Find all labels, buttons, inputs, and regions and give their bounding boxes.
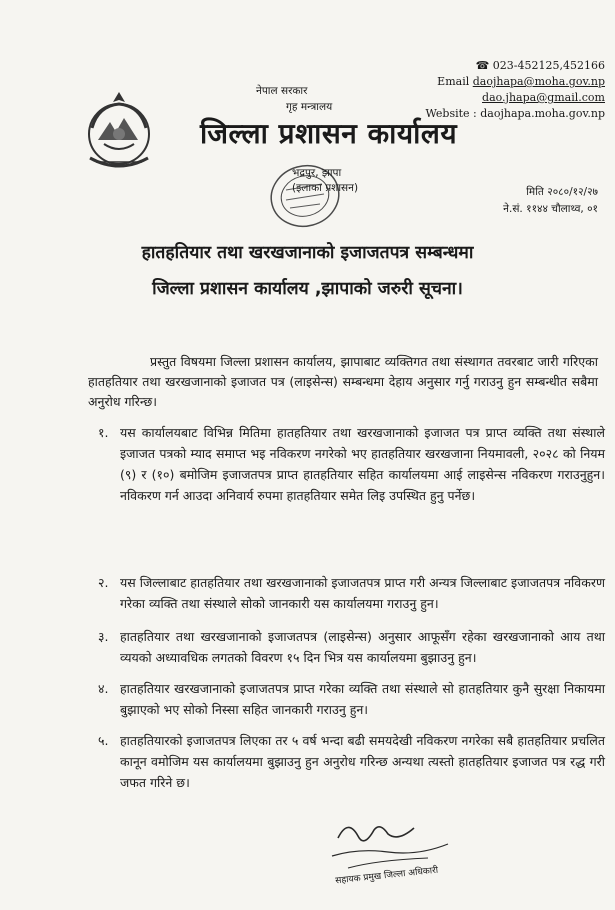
- email-line: [400, 74, 605, 90]
- item-text: हातहतियारको इजाजतपत्र लिएका तर ५ वर्ष भन्दा बढी समयदेखी नविकरण नगरेका सबै हातहतियार प्रचलित कानून वमोजिम यस कार्यालयमा बुझाउनु हुन अनुरोध गरिन्छ अन्यथा त्यस्तो हातहतियार इजाजत पत्र रद्ध गरी जफत गरिने छ।: [120, 733, 605, 790]
- item-text: हातहतियार खरखजानाको इजाजतपत्र प्राप्त गरेका व्यक्ति तथा संस्थाले सो हातहतियार कुनै सुरक्षा निकायमा बुझाएको भए सोको निस्सा सहित जानकारी गराउनु हुन।: [120, 681, 605, 717]
- email-primary[interactable]: daojhapa@moha.gov.np: [472, 75, 605, 88]
- item-number: ४.: [98, 681, 109, 696]
- address-city: भद्रपुर, झापा: [292, 167, 342, 179]
- subject-line-2: जिल्ला प्रशासन कार्यालय ,झापाको जरुरी सूचना।: [152, 279, 463, 299]
- item-text: यस कार्यालयबाट विभिन्न मितिमा हातहतियार तथा खरखजानाको इजाजत पत्र प्राप्त व्यक्ति तथा संस्थाले इजाजत पत्रको म्याद समाप्त भइ नविकरण नगरेको भए हातहतियार खरखजाना नियमावली, २०२८ को नियम (९) र (१०) बमोजिम इजाजतपत्र प्राप्त हातहतियार सहित कार्यालयमा आई लाइसेन्स नविकरण गराउनुहुन। नविकरण गर्न आउदा अनिवार्य रुपमा हातहतियार समेत लिइ उपस्थित हुनु पर्नेछ।: [120, 425, 605, 503]
- email-label: Email: [437, 75, 470, 88]
- email-secondary[interactable]: dao.jhapa@gmail.com: [482, 91, 605, 104]
- list-item: [98, 730, 605, 793]
- subject-line-1: हातहतियार तथा खरखजानाको इजाजतपत्र सम्बन्धमा: [141, 243, 474, 263]
- item-number: १.: [98, 425, 109, 440]
- notice-date: मिति २०८०/१२/२७: [526, 186, 598, 198]
- intro-paragraph: प्रस्तुत विषयमा जिल्ला प्रशासन कार्यालय, झापाबाट व्यक्तिगत तथा संस्थागत तवरबाट जारी गरिएका हातहतियार तथा खरखजानाको इजाजत पत्र (लाइसेन्स) सम्बन्धमा देहाय अनुसार गर्नु गराउनु हुन सम्बन्धीत सबैमा अनुरोध गरिन्छ।: [88, 354, 598, 409]
- office-address: [292, 166, 358, 196]
- govt-name: नेपाल सरकार: [256, 85, 308, 97]
- list-item: [98, 422, 605, 506]
- reference-number: ने.सं. ११४४ चौलाथ्व, ०१: [503, 203, 598, 215]
- website[interactable]: Website : daojhapa.moha.gov.np: [425, 107, 605, 120]
- contact-block: [400, 58, 605, 122]
- item-text: हातहतियार तथा खरखजानाको इजाजतपत्र (लाइसेन्स) अनुसार आफूसँग रहेका खरखजानाको आय तथा व्ययको अध्यावधिक लगतको विवरण १५ दिन भित्र यस कार्यालयमा बुझाउनु हुन।: [120, 629, 605, 665]
- item-number: ३.: [98, 629, 109, 644]
- list-item: [98, 572, 605, 614]
- signatory-title: सहायक प्रमुख जिल्ला अधिकारी: [334, 865, 439, 887]
- ministry-name: गृह मन्त्रालय: [286, 101, 333, 113]
- list-item: [98, 626, 605, 668]
- item-number: ५.: [98, 733, 109, 748]
- item-number: २.: [98, 575, 109, 590]
- item-text: यस जिल्लाबाट हातहतियार तथा खरखजानाको इजाजतपत्र प्राप्त गरी अन्यत्र जिल्लाबाट इजाजतपत्र नविकरण गरेका व्यक्ति तथा संस्थाले सोको जानकारी यस कार्यालयमा गराउनु हुन।: [120, 575, 605, 611]
- office-title: जिल्ला प्रशासन कार्यालय: [200, 117, 458, 150]
- address-sub: (इलाका प्रशासन): [292, 182, 359, 194]
- phone-number: ☎ 023-452125,452166: [475, 59, 605, 72]
- list-item: [98, 678, 605, 720]
- nepal-emblem-icon: [78, 88, 160, 176]
- date-block: [480, 184, 598, 218]
